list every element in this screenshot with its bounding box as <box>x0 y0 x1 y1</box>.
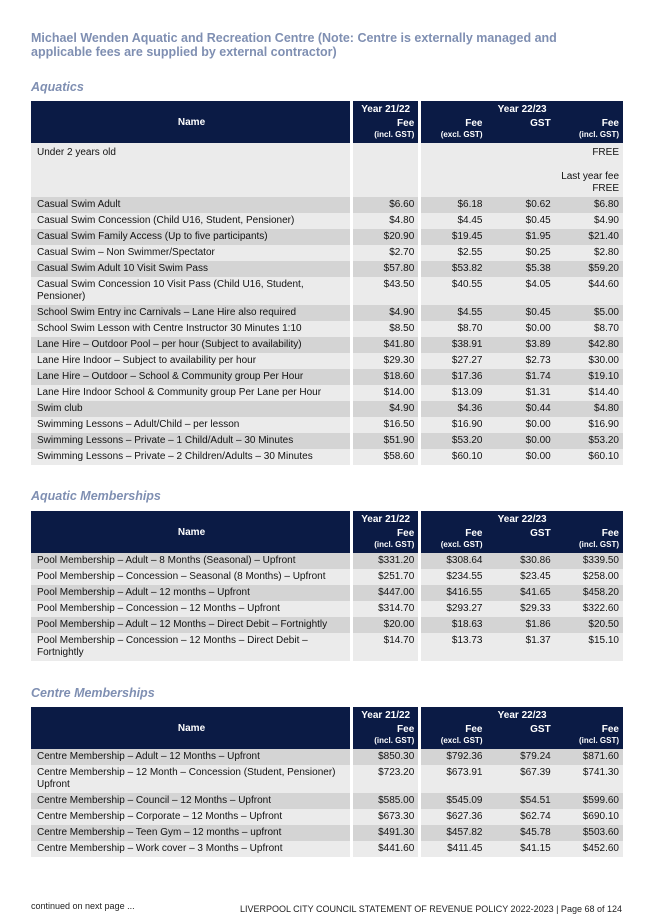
gst-value: $1.31 <box>486 385 554 401</box>
fee-excl-value: $4.45 <box>418 213 486 229</box>
column-header-fee-prev-incl: Fee (incl. GST) <box>350 528 418 553</box>
fee-incl-value: FREE Last year fee FREE <box>555 143 623 197</box>
fee-name: Pool Membership – Concession – Seasonal (8 Months) – Upfront <box>31 569 350 585</box>
fee-incl-value: $14.40 <box>555 385 623 401</box>
fee-excl-value: $545.09 <box>418 793 486 809</box>
fee-prev-value: $4.90 <box>350 305 418 321</box>
table-row <box>31 825 623 841</box>
fee-incl-value: $44.60 <box>555 277 623 305</box>
column-header-fee-prev-incl: Fee (incl. GST) <box>350 118 418 143</box>
fee-name: Casual Swim – Non Swimmer/Spectator <box>31 245 350 261</box>
fee-excl-value: $60.10 <box>418 449 486 465</box>
fee-name: School Swim Entry inc Carnivals – Lane Hire also required <box>31 305 350 321</box>
fee-incl-value: $4.90 <box>555 213 623 229</box>
fee-incl-value: $741.30 <box>555 765 623 793</box>
fee-name: Casual Swim Adult 10 Visit Swim Pass <box>31 261 350 277</box>
fee-prev-value: $20.00 <box>350 617 418 633</box>
fee-excl-value: $13.09 <box>418 385 486 401</box>
fee-incl-value: $20.50 <box>555 617 623 633</box>
fee-name: Swimming Lessons – Private – 1 Child/Adult – 30 Minutes <box>31 433 350 449</box>
table-row <box>31 385 623 401</box>
table-row <box>31 213 623 229</box>
column-header-fee-incl: Fee (incl. GST) <box>555 528 623 553</box>
fee-incl-value: $4.80 <box>555 401 623 417</box>
fee-prev-value: $57.80 <box>350 261 418 277</box>
table-row <box>31 633 623 661</box>
fee-incl-value: $30.00 <box>555 353 623 369</box>
fee-incl-value: $19.10 <box>555 369 623 385</box>
gst-value: $1.86 <box>486 617 554 633</box>
section-title-centre-memberships: Centre Memberships <box>31 686 155 700</box>
fee-incl-value: $60.10 <box>555 449 623 465</box>
fee-excl-value: $234.55 <box>418 569 486 585</box>
table-row <box>31 449 623 465</box>
gst-value: $0.62 <box>486 197 554 213</box>
fee-prev-value: $41.80 <box>350 337 418 353</box>
column-header-fee-prev-incl: Fee (incl. GST) <box>350 724 418 749</box>
table-row <box>31 765 623 793</box>
fee-name: Casual Swim Family Access (Up to five participants) <box>31 229 350 245</box>
table-row <box>31 277 623 305</box>
fee-excl-value: $18.63 <box>418 617 486 633</box>
column-header-fee-incl: Fee (incl. GST) <box>555 118 623 143</box>
column-header-fee-excl: Fee (excl. GST) <box>418 724 486 749</box>
table-row <box>31 809 623 825</box>
fee-excl-value: $27.27 <box>418 353 486 369</box>
fee-excl-value: $16.90 <box>418 417 486 433</box>
fee-excl-value: $792.36 <box>418 749 486 765</box>
fee-incl-value: $21.40 <box>555 229 623 245</box>
gst-value: $41.65 <box>486 585 554 601</box>
fee-name: Centre Membership – 12 Month – Concession (Student, Pensioner) Upfront <box>31 765 350 793</box>
gst-value: $3.89 <box>486 337 554 353</box>
gst-value: $67.39 <box>486 765 554 793</box>
column-header-fee-incl: Fee (incl. GST) <box>555 724 623 749</box>
fee-name: Pool Membership – Concession – 12 Months – Direct Debit – Fortnightly <box>31 633 350 661</box>
fee-excl-value: $457.82 <box>418 825 486 841</box>
fee-prev-value: $20.90 <box>350 229 418 245</box>
table-row <box>31 321 623 337</box>
gst-value: $1.37 <box>486 633 554 661</box>
section-title-aquatics: Aquatics <box>31 80 84 94</box>
continued-note: continued on next page ... <box>31 901 135 911</box>
fee-excl-value: $673.91 <box>418 765 486 793</box>
gst-value: $0.25 <box>486 245 554 261</box>
table-row <box>31 417 623 433</box>
fee-name: Casual Swim Concession (Child U16, Student, Pensioner) <box>31 213 350 229</box>
gst-value: $30.86 <box>486 553 554 569</box>
table-row <box>31 369 623 385</box>
fee-incl-value: $258.00 <box>555 569 623 585</box>
fee-incl-value: $339.50 <box>555 553 623 569</box>
fee-excl-value: $627.36 <box>418 809 486 825</box>
fee-prev-value: $673.30 <box>350 809 418 825</box>
fee-prev-value: $251.70 <box>350 569 418 585</box>
table-row <box>31 143 623 197</box>
fee-incl-value: $15.10 <box>555 633 623 661</box>
fee-name: Centre Membership – Work cover – 3 Months – Upfront <box>31 841 350 857</box>
fee-prev-value: $58.60 <box>350 449 418 465</box>
fee-name: Centre Membership – Adult – 12 Months – Upfront <box>31 749 350 765</box>
fee-incl-value: $16.90 <box>555 417 623 433</box>
column-header-gst: GST <box>486 724 554 749</box>
table-row <box>31 585 623 601</box>
fee-incl-value: $452.60 <box>555 841 623 857</box>
fee-excl-value: $40.55 <box>418 277 486 305</box>
gst-value: $0.44 <box>486 401 554 417</box>
fee-prev-value: $723.20 <box>350 765 418 793</box>
gst-value: $0.45 <box>486 213 554 229</box>
column-header-year-prev: Year 21/22 <box>350 511 418 528</box>
fee-name: Lane Hire – Outdoor – School & Community group Per Hour <box>31 369 350 385</box>
fee-excl-value: $13.73 <box>418 633 486 661</box>
fee-excl-value: $38.91 <box>418 337 486 353</box>
fee-name: Swimming Lessons – Private – 2 Children/Adults – 30 Minutes <box>31 449 350 465</box>
fee-name: Pool Membership – Adult – 12 months – Upfront <box>31 585 350 601</box>
table-row <box>31 841 623 857</box>
fee-incl-value: $53.20 <box>555 433 623 449</box>
column-header-name: Name <box>31 511 350 553</box>
aquatic-memberships-fee-table <box>31 511 623 661</box>
fee-prev-value: $51.90 <box>350 433 418 449</box>
column-header-year-curr: Year 22/23 <box>418 511 623 528</box>
table-row <box>31 601 623 617</box>
fee-prev-value: $491.30 <box>350 825 418 841</box>
table-row <box>31 569 623 585</box>
fee-name: Pool Membership – Concession – 12 Months – Upfront <box>31 601 350 617</box>
fee-prev-value: $14.70 <box>350 633 418 661</box>
fee-excl-value: $4.36 <box>418 401 486 417</box>
fee-excl-value: $53.20 <box>418 433 486 449</box>
centre-memberships-fee-table <box>31 707 623 857</box>
table-row <box>31 337 623 353</box>
gst-value: $0.00 <box>486 433 554 449</box>
gst-value: $2.73 <box>486 353 554 369</box>
gst-value: $23.45 <box>486 569 554 585</box>
fee-prev-value: $4.90 <box>350 401 418 417</box>
fee-incl-value: $690.10 <box>555 809 623 825</box>
fee-incl-value: $8.70 <box>555 321 623 337</box>
fee-prev-value: $314.70 <box>350 601 418 617</box>
fee-prev-value: $331.20 <box>350 553 418 569</box>
gst-value: $0.00 <box>486 417 554 433</box>
column-header-fee-excl: Fee (excl. GST) <box>418 528 486 553</box>
fee-incl-value: $59.20 <box>555 261 623 277</box>
fee-prev-value: $29.30 <box>350 353 418 369</box>
gst-value: $41.15 <box>486 841 554 857</box>
fee-excl-value: $411.45 <box>418 841 486 857</box>
table-row <box>31 261 623 277</box>
table-row <box>31 553 623 569</box>
gst-value: $0.00 <box>486 321 554 337</box>
fee-name: Swimming Lessons – Adult/Child – per lesson <box>31 417 350 433</box>
fee-name: Centre Membership – Corporate – 12 Months – Upfront <box>31 809 350 825</box>
fee-excl-value: $416.55 <box>418 585 486 601</box>
fee-name: Lane Hire Indoor School & Community group Per Lane per Hour <box>31 385 350 401</box>
column-header-year-prev: Year 21/22 <box>350 707 418 724</box>
column-header-year-curr: Year 22/23 <box>418 707 623 724</box>
fee-incl-value: $599.60 <box>555 793 623 809</box>
page-title: Michael Wenden Aquatic and Recreation Centre (Note: Centre is externally managed and applicable fees are supplied by external contractor) <box>31 31 557 59</box>
column-header-fee-excl: Fee (excl. GST) <box>418 118 486 143</box>
fee-incl-value: $5.00 <box>555 305 623 321</box>
fee-prev-value: $16.50 <box>350 417 418 433</box>
fee-prev-value: $447.00 <box>350 585 418 601</box>
gst-value: $5.38 <box>486 261 554 277</box>
aquatics-fee-table <box>31 101 623 465</box>
fee-excl-value: $4.55 <box>418 305 486 321</box>
table-row <box>31 433 623 449</box>
fee-prev-value: $6.60 <box>350 197 418 213</box>
fee-prev-value: $441.60 <box>350 841 418 857</box>
gst-value: $1.95 <box>486 229 554 245</box>
fee-prev-value: $8.50 <box>350 321 418 337</box>
fee-name: Centre Membership – Council – 12 Months – Upfront <box>31 793 350 809</box>
fee-name: Lane Hire Indoor – Subject to availability per hour <box>31 353 350 369</box>
fee-incl-value: $322.60 <box>555 601 623 617</box>
fee-name: Pool Membership – Adult – 8 Months (Seasonal) – Upfront <box>31 553 350 569</box>
column-header-name: Name <box>31 101 350 143</box>
column-header-name: Name <box>31 707 350 749</box>
fee-incl-value: $458.20 <box>555 585 623 601</box>
fee-incl-value: $6.80 <box>555 197 623 213</box>
fee-prev-value: $2.70 <box>350 245 418 261</box>
gst-value: $45.78 <box>486 825 554 841</box>
fee-excl-value: $8.70 <box>418 321 486 337</box>
fee-name: Under 2 years old <box>31 143 350 197</box>
table-row <box>31 197 623 213</box>
table-row <box>31 793 623 809</box>
fee-excl-value: $293.27 <box>418 601 486 617</box>
fee-prev-value: $850.30 <box>350 749 418 765</box>
fee-incl-value: $42.80 <box>555 337 623 353</box>
fee-name: Casual Swim Concession 10 Visit Pass (Child U16, Student, Pensioner) <box>31 277 350 305</box>
table-row <box>31 353 623 369</box>
fee-name: Casual Swim Adult <box>31 197 350 213</box>
fee-excl-value: $2.55 <box>418 245 486 261</box>
section-title-aquatic-memberships: Aquatic Memberships <box>31 489 161 503</box>
fee-excl-value: $17.36 <box>418 369 486 385</box>
gst-value: $0.45 <box>486 305 554 321</box>
table-row <box>31 401 623 417</box>
table-row <box>31 245 623 261</box>
fee-name: School Swim Lesson with Centre Instructor 30 Minutes 1:10 <box>31 321 350 337</box>
gst-value: $4.05 <box>486 277 554 305</box>
fee-prev-value: $4.80 <box>350 213 418 229</box>
table-row <box>31 749 623 765</box>
fee-prev-value: $14.00 <box>350 385 418 401</box>
gst-value: $0.00 <box>486 449 554 465</box>
gst-value: $1.74 <box>486 369 554 385</box>
fee-name: Lane Hire – Outdoor Pool – per hour (Subject to availability) <box>31 337 350 353</box>
fee-excl-value: $6.18 <box>418 197 486 213</box>
gst-value: $62.74 <box>486 809 554 825</box>
column-header-gst: GST <box>486 528 554 553</box>
gst-value: $54.51 <box>486 793 554 809</box>
fee-excl-value: $19.45 <box>418 229 486 245</box>
column-header-year-curr: Year 22/23 <box>418 101 623 118</box>
fee-incl-value: $503.60 <box>555 825 623 841</box>
column-header-year-prev: Year 21/22 <box>350 101 418 118</box>
gst-value: $79.24 <box>486 749 554 765</box>
fee-prev-value: $43.50 <box>350 277 418 305</box>
fee-name: Swim club <box>31 401 350 417</box>
fee-excl-value: $53.82 <box>418 261 486 277</box>
fee-prev-value: $585.00 <box>350 793 418 809</box>
fee-name: Pool Membership – Adult – 12 Months – Direct Debit – Fortnightly <box>31 617 350 633</box>
table-row <box>31 305 623 321</box>
table-row <box>31 617 623 633</box>
fee-excl-value: $308.64 <box>418 553 486 569</box>
column-header-gst: GST <box>486 118 554 143</box>
fee-incl-value: $871.60 <box>555 749 623 765</box>
fee-prev-value: $18.60 <box>350 369 418 385</box>
document-footer: LIVERPOOL CITY COUNCIL STATEMENT OF REVENUE POLICY 2022-2023 | Page 68 of 124 <box>240 904 622 914</box>
gst-value: $29.33 <box>486 601 554 617</box>
fee-incl-value: $2.80 <box>555 245 623 261</box>
table-row <box>31 229 623 245</box>
fee-name: Centre Membership – Teen Gym – 12 months – upfront <box>31 825 350 841</box>
